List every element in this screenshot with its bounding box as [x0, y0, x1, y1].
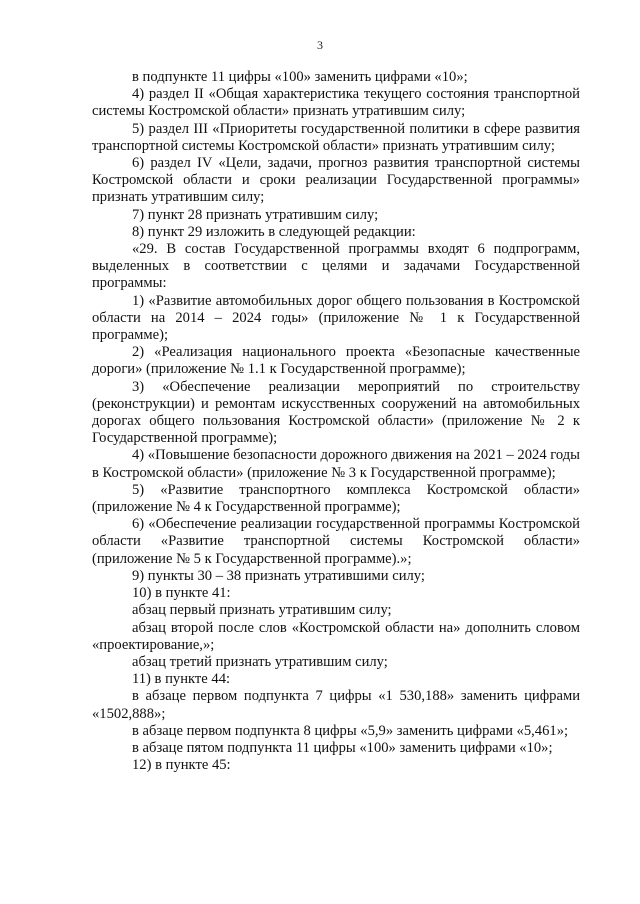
paragraph: 6) раздел IV «Цели, задачи, прогноз развития транспортной системы Костромской области и сроки реализации Государственной программы» признать утратившим силу;	[92, 155, 580, 206]
paragraph: 1) «Развитие автомобильных дорог общего пользования в Костромской области на 2014 – 2024 годы» (приложение № 1 к Государственной программе);	[92, 292, 580, 344]
paragraph: 7) пункт 28 признать утратившим силу;	[132, 206, 379, 223]
paragraph: абзац первый признать утратившим силу;	[132, 602, 392, 619]
paragraph: 11) в пункте 44:	[132, 671, 231, 688]
paragraph: 4) раздел II «Общая характеристика текущего состояния транспортной системы Костромской области» признать утратившим силу;	[92, 86, 580, 120]
paragraph: 12) в пункте 45:	[132, 757, 231, 774]
document-body	[92, 69, 580, 774]
paragraph: абзац третий признать утратившим силу;	[132, 653, 388, 670]
paragraph: в подпункте 11 цифры «100» заменить цифрами «10»;	[132, 69, 468, 85]
paragraph: в абзаце пятом подпункта 11 цифры «100» заменить цифрами «10»;	[132, 739, 553, 756]
paragraph: 9) пункты 30 – 38 признать утратившими силу;	[132, 567, 425, 584]
paragraph: 2) «Реализация национального проекта «Безопасные качественные дороги» (приложение № 1.1 к Государственной программе);	[92, 344, 580, 378]
paragraph: абзац второй после слов «Костромской области на» дополнить словом «проектирование,»;	[92, 619, 580, 653]
paragraph: 10) в пункте 41:	[132, 585, 231, 602]
paragraph: 6) «Обеспечение реализации государственной программы Костромской области «Развитие транспортной системы Костромской области» (приложение № 5 к Государственной программе).»;	[92, 516, 580, 567]
paragraph: 5) «Развитие транспортного комплекса Костромской области» (приложение № 4 к Государственной программе);	[92, 481, 580, 516]
paragraph: 5) раздел III «Приоритеты государственной политики в сфере развития транспортной системы Костромской области» признать утратившим силу;	[92, 120, 580, 154]
paragraph: «29. В состав Государственной программы входят 6 подпрограмм, выделенных в соответствии с целями и задачами Государственной программы:	[92, 241, 580, 292]
page-number: 3	[317, 38, 323, 52]
paragraph: в абзаце первом подпункта 7 цифры «1 530,188» заменить цифрами «1502,888»;	[92, 688, 580, 722]
paragraph: 4) «Повышение безопасности дорожного движения на 2021 – 2024 годы в Костромской области» (приложение № 3 к Государственной программе);	[92, 447, 580, 481]
paragraph: 8) пункт 29 изложить в следующей редакции:	[132, 223, 416, 240]
paragraph: в абзаце первом подпункта 8 цифры «5,9» заменить цифрами «5,461»;	[132, 722, 569, 739]
paragraph: 3) «Обеспечение реализации мероприятий по строительству (реконструкции) и ремонтам искусственных сооружений на автомобильных дорогах общего пользования Костромской области» (приложение № 2 к Государственной программе);	[92, 378, 580, 447]
